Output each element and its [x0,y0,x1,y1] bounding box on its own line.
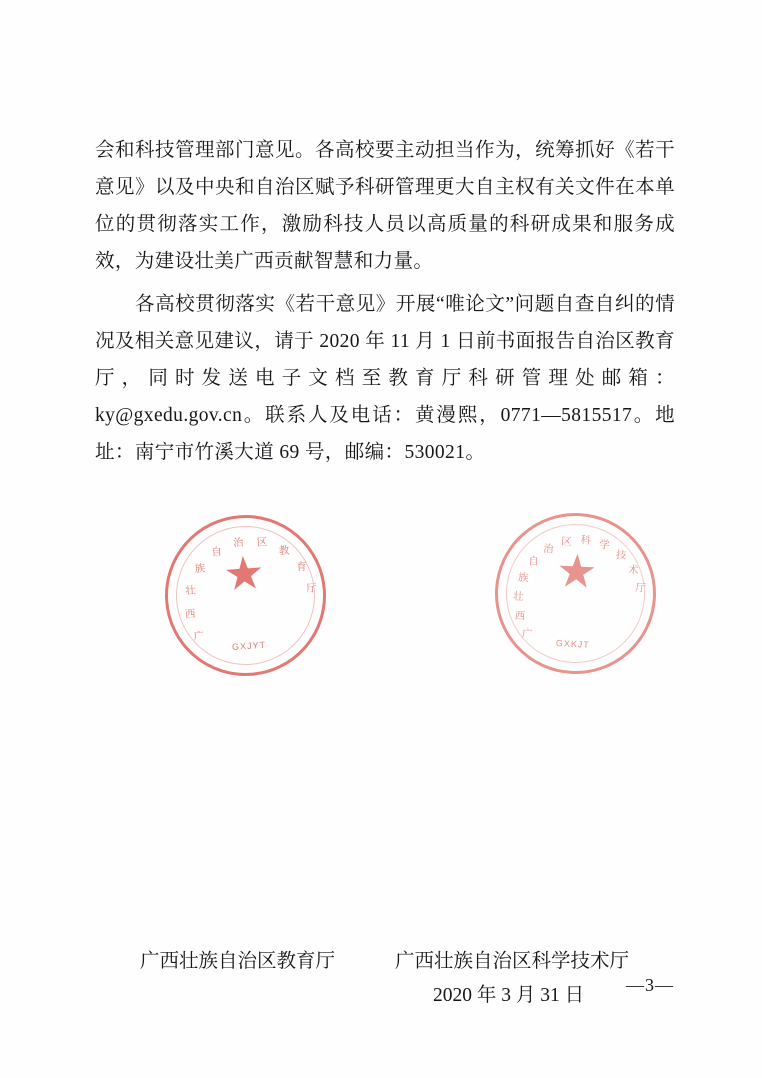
seal-arc-text-education: 广 西 壮 族 自 治 区 教 育 厅 [184,535,318,643]
seal-science-tech-icon: 广 西 壮 族 自 治 区 科 学 技 术 厅 ★ GXKJT [491,509,660,678]
signature-right-agency: 广西壮族自治区科学技术厅 [395,951,630,972]
page-number: —3— [626,975,674,995]
signature-date: 2020 年 3 月 31 日 [433,985,585,1006]
paragraph-1: 会和科技管理部门意见。各高校要主动担当作为，统筹抓好《若干意见》以及中央和自治区赋予科研管理更大自主权有关文件在本单位的贯彻落实工作，激励科技人员以高质量的科研成果和服务成效，为建设壮美广西贡献智慧和力量。 [95,140,675,272]
document-body [95,132,675,471]
seal-education-icon: 广 西 壮 族 自 治 区 教 育 厅 ★ GXJYT [160,510,332,682]
seal-bottom-text-science-tech: GXKJT [555,638,591,650]
seal-bottom-text-education: GXJYT [231,639,267,653]
paragraph-2: 各高校贯彻落实《若干意见》开展“唯论文”问题自查自纠的情况及相关意见建议，请于 2020 年 11 月 1 日前书面报告自治区教育厅，同时发送电子文档至教育厅科研管理处邮箱：ky@gxedu.gov.cn。联系人及电话：黄漫熙，0771—5815517。地址：南宁市竹溪大道 69 号，邮编：530021。 [95,294,675,463]
seal-arc-text-science-tech: 广 西 壮 族 自 治 区 科 学 技 术 厅 [513,533,647,640]
signature-left-agency: 广西壮族自治区教育厅 [140,951,336,972]
signature-block [95,505,675,1006]
